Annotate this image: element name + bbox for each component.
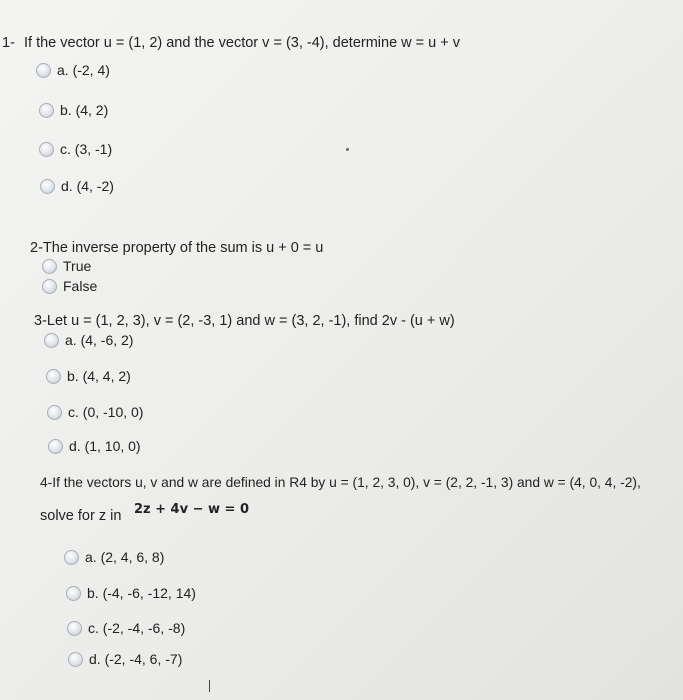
option-label: c. (-2, -4, -6, -8) [88,620,186,636]
question-1-option-c[interactable] [39,141,112,157]
option-label: c. (0, -10, 0) [68,404,144,420]
option-label: True [63,258,92,274]
question-3-option-b[interactable] [46,368,131,384]
option-label: b. (4, 4, 2) [67,368,131,384]
radio-button[interactable] [66,586,81,601]
question-3-option-d[interactable] [48,438,141,454]
question-2-option-true[interactable] [42,258,91,274]
radio-button[interactable] [67,621,82,636]
question-2-text: 2-The inverse property of the sum is u + 0 = u [30,240,324,256]
question-1-option-d[interactable] [40,178,114,194]
radio-button[interactable] [68,652,83,667]
question-1-option-b[interactable] [39,102,108,118]
question-4-option-c[interactable] [67,620,185,636]
stray-mark [346,148,349,151]
question-4-text: 4-If the vectors u, v and w are defined in R4 by u = (1, 2, 3, 0), v = (2, 2, -1, 3) and w = (4, 0, 4, -2), [40,475,641,490]
question-4-option-a[interactable] [64,549,164,565]
radio-button[interactable] [36,63,51,78]
option-label: d. (4, -2) [61,178,114,194]
option-label: a. (4, -6, 2) [65,332,134,348]
radio-button[interactable] [39,103,54,118]
question-4-subtext: solve for z in [40,508,122,524]
radio-button[interactable] [48,439,63,454]
radio-button[interactable] [46,369,61,384]
radio-button[interactable] [47,405,62,420]
option-label: False [63,278,98,294]
radio-button[interactable] [39,142,54,157]
radio-button[interactable] [40,179,55,194]
text-cursor [209,680,210,692]
option-label: d. (1, 10, 0) [69,438,141,454]
option-label: d. (-2, -4, 6, -7) [89,651,183,667]
option-label: b. (4, 2) [60,102,109,118]
option-label: b. (-4, -6, -12, 14) [87,585,196,601]
radio-button[interactable] [42,259,57,274]
question-4-formula: 2z + 4v − w = 0 [134,502,250,517]
question-2-option-false[interactable] [42,278,97,294]
option-label: a. (-2, 4) [57,62,110,78]
question-1-text: If the vector u = (1, 2) and the vector v = (3, -4), determine w = u + v [24,35,461,51]
question-3-text: 3-Let u = (1, 2, 3), v = (2, -3, 1) and w = (3, 2, -1), find 2v - (u + w) [34,313,455,329]
question-4-option-d[interactable] [68,651,182,667]
option-label: a. (2, 4, 6, 8) [85,549,165,565]
radio-button[interactable] [44,333,59,348]
question-3-option-a[interactable] [44,332,133,348]
question-3-option-c[interactable] [47,404,143,420]
question-1-number: 1- [2,35,15,51]
question-4-option-b[interactable] [66,585,196,601]
radio-button[interactable] [42,279,57,294]
option-label: c. (3, -1) [60,141,113,157]
radio-button[interactable] [64,550,79,565]
question-1-option-a[interactable] [36,62,110,78]
